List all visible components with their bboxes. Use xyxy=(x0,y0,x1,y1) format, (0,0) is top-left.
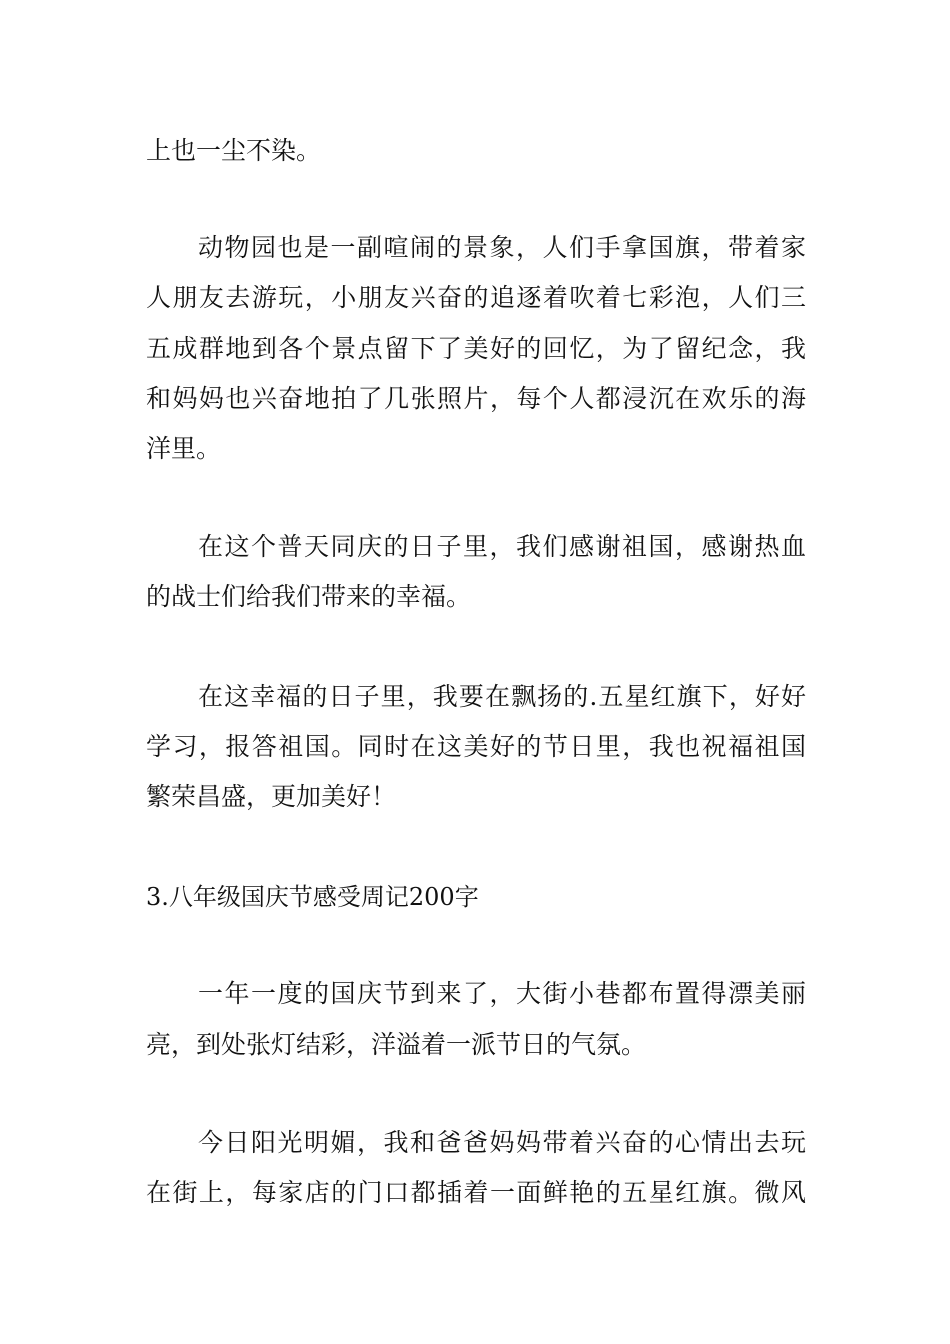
text-line-1: 上也一尘不染。 xyxy=(146,136,322,165)
text-line-13: 亮，到处张灯结彩，洋溢着一派节日的气氛。 xyxy=(146,1030,647,1059)
text-line-7: 在这个普天同庆的日子里，我们感谢祖国，感谢热血 xyxy=(198,532,806,561)
text-line-9: 在这幸福的日子里，我要在飘扬的.五星红旗下，好好 xyxy=(198,682,806,711)
text-line-4: 五成群地到各个景点留下了美好的回忆，为了留纪念，我 xyxy=(146,334,806,363)
text-line-10: 学习，报答祖国。同时在这美好的节日里，我也祝福祖国 xyxy=(146,732,806,761)
text-line-8: 的战士们给我们带来的幸福。 xyxy=(146,582,472,611)
text-line-5: 和妈妈也兴奋地拍了几张照片，每个人都浸沉在欢乐的海 xyxy=(146,384,806,413)
text-line-14: 今日阳光明媚，我和爸爸妈妈带着兴奋的心情出去玩 xyxy=(198,1128,806,1157)
text-line-11: 繁荣昌盛，更加美好！ xyxy=(146,782,397,811)
text-line-3: 人朋友去游玩，小朋友兴奋的追逐着吹着七彩泡，人们三 xyxy=(146,283,806,312)
text-line-15: 在街上，每家店的门口都插着一面鲜艳的五星红旗。微风 xyxy=(146,1178,806,1207)
section-heading: 3.八年级国庆节感受周记200字 xyxy=(146,883,479,911)
text-line-2: 动物园也是一副喧闹的景象，人们手拿国旗，带着家 xyxy=(198,233,806,262)
text-line-12: 一年一度的国庆节到来了，大街小巷都布置得漂美丽 xyxy=(198,979,806,1008)
text-line-6: 洋里。 xyxy=(146,434,222,463)
